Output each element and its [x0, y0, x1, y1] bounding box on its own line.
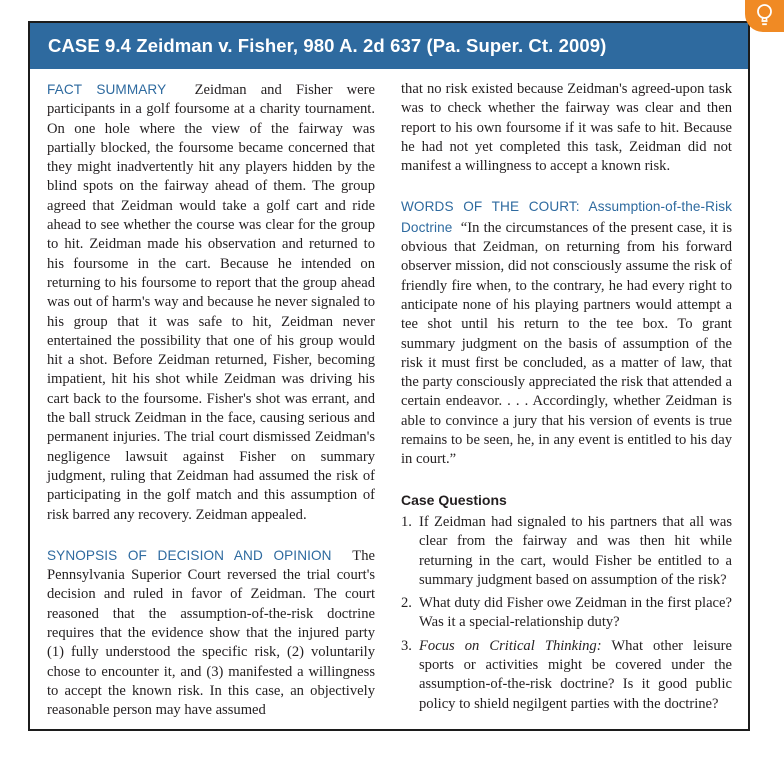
question-number: 2. [401, 595, 412, 612]
words-of-court-paragraph [401, 197, 732, 469]
case-title: CASE 9.4 Zeidman v. Fisher, 980 A. 2d 637 (Pa. Super. Ct. 2009) [30, 23, 748, 69]
case-questions-list [401, 513, 732, 714]
question-number: 3. [401, 637, 412, 654]
fact-summary-heading: FACT SUMMARY [47, 82, 167, 97]
question-number: 1. [401, 513, 412, 530]
question-item [401, 594, 732, 633]
question-item [401, 513, 732, 590]
question-text-wrapper [419, 637, 732, 714]
words-of-court-text: “In the circumstances of the present case, it is obvious that Zeidman, on returning from his forward observer mission, did not consciously assume the risk of friendly fire when, to the contrary, he had every right to anticipate none of his playing partners would attempt a tee shot until his return to the tee box. To grant summary judgment on the basis of assumption of the risk it must first be concluded, as a matter of law, that the party consciously appreciated the risk that attended a certain endeavor. . . . Accordingly, whether Zeidman is able to convince a jury that his version of events is true remains to be seen, he, in any event is entitled to his day in court.” [401, 219, 732, 468]
right-column [401, 80, 732, 718]
question-item [401, 637, 732, 714]
synopsis-paragraph [47, 546, 375, 721]
question-text: What duty did Fisher owe Zeidman in the first place? Was it a special-relationship duty? [419, 595, 732, 631]
left-column [47, 80, 375, 721]
lightbulb-icon [756, 3, 773, 27]
case-questions-heading: Case Questions [401, 491, 507, 508]
question-text: If Zeidman had signaled to his partners that all was clear from the fairway and was then hit while returning in the cart, would Fisher be entitled to a summary judgment based on assumption of the risk? [419, 513, 732, 588]
question-label: Focus on Critical Thinking: [419, 637, 602, 654]
synopsis-text: The Pennsylvania Superior Court reversed the trial court's decision and ruled in favor of Zeidman. The court reasoned that the assumption-of-the-risk doctrine requires that the evidence show that the injured party (1) fully understood the specific risk, (2) voluntarily chose to encounter it, and (3) manifested a willingness to accept the known risk. In this case, an objectively reasonable person may have assumed [47, 547, 375, 719]
words-of-court-heading: WORDS OF THE COURT: Assumption-of-the-Risk Doctrine [401, 199, 732, 235]
fact-summary-text: Zeidman and Fisher were participants in a golf foursome at a charity tournament. On one hole where the view of the fairway was partially blocked, the foursome became concerned that they might inadvertently hit any players hidden by the blind spots on the fairway ahead of them. The group agreed that Zeidman would take a golf cart and ride ahead to see whether the course was clear for the group to hit. Zeidman made his observation and returned to his foursome in the cart. Because he intended on returning to his foursome to report that the group ahead was out of harm's way and because he never signaled to his group that it was safe to hit, Zeidman never entertained the possibility that one of his group would hit a shot. Before Zeidman returned, Fisher, becoming impatient, hit his shot while Zeidman was driving his cart back to the foursome. Fisher's shot was errant, and the ball struck Zeidman in the face, causing serious and permanent injuries. The trial court dismissed Zeidman's negligence lawsuit against Fisher on summary judgment, ruling that Zeidman had assumed the risk of participating in the golf match and this assumption of risk barred any recovery. Zeidman appealed. [47, 82, 375, 523]
critical-thinking-badge [745, 0, 784, 32]
question-text: What other leisure sports or activities might be covered under the assumption-of-the-risk doctrine? Is it good public policy to shield negilgent parties with the doctrine? [419, 637, 732, 712]
synopsis-continuation: that no risk existed because Zeidman's agreed-upon task was to check whether the fairway was clear and then report to his own foursome if it was safe to hit. Because he had not yet completed this task, Zeidman did not manifest a willingness to accept a known risk. [401, 81, 732, 175]
fact-summary-paragraph [47, 80, 375, 525]
synopsis-heading: SYNOPSIS OF DECISION AND OPINION [47, 547, 332, 563]
